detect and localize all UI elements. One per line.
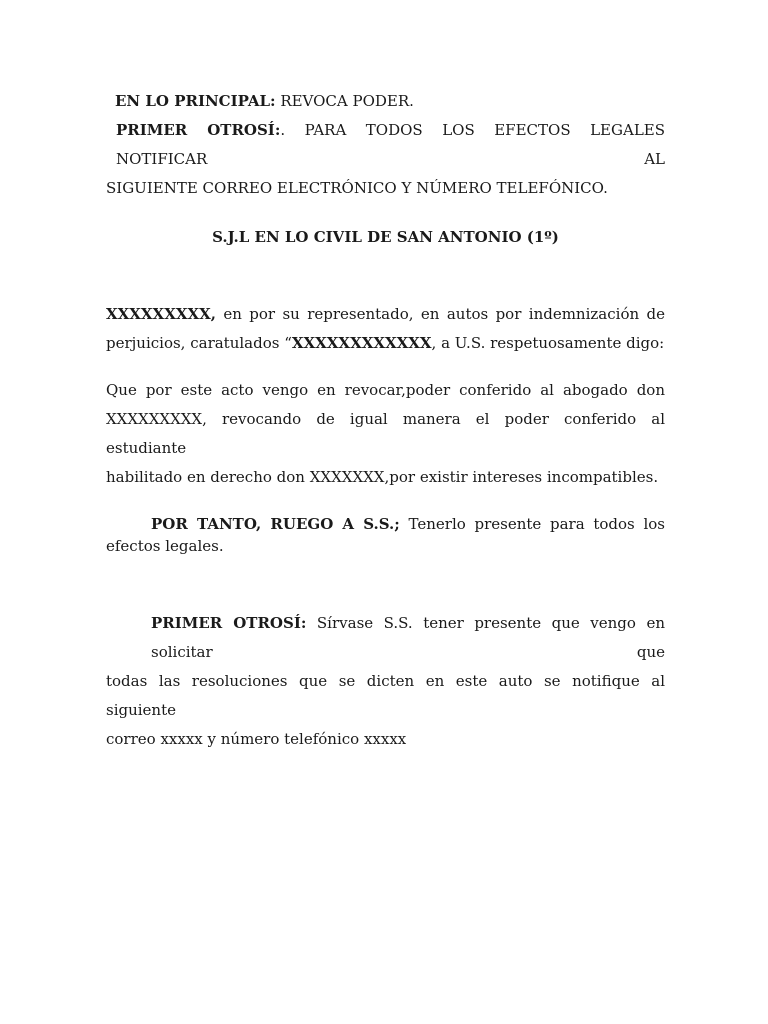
- otrosi-paragraph-label: PRIMER OTROSÍ:: [151, 614, 307, 632]
- body-line-3: habilitado en derecho don XXXXXXX,por existir intereses incompatibles.: [106, 468, 659, 486]
- court-title: S.J.L EN LO CIVIL DE SAN ANTONIO (1º): [212, 228, 559, 246]
- otrosi-line-2: todas las resoluciones que se dicten en este auto se notifique al siguiente: [106, 672, 665, 719]
- por-tanto-text: Tenerlo presente para todos los efectos legales.: [106, 515, 665, 555]
- representative-name: XXXXXXXXX,: [106, 305, 216, 323]
- intro-line-2-suffix: , a U.S. respetuosamente digo:: [431, 334, 665, 352]
- intro-line-1-text: en por su representado, en autos por indemnización de: [215, 305, 665, 323]
- sumilla-otrosi-line-2: SIGUIENTE CORREO ELECTRÓNICO Y NÚMERO TELEFÓNICO.: [106, 179, 608, 197]
- revocation-paragraph: [106, 376, 665, 492]
- principal-text: REVOCA PODER.: [275, 92, 414, 110]
- intro-line-1: [106, 300, 665, 329]
- otrosi-line-1-text: . PARA TODOS LOS EFECTOS LEGALES NOTIFICAR AL: [116, 121, 666, 168]
- otrosi-line-1: [106, 609, 665, 667]
- case-name: XXXXXXXXXXXX: [291, 334, 432, 352]
- principal-label: EN LO PRINCIPAL:: [115, 92, 276, 110]
- sumilla-otrosi: [106, 116, 665, 203]
- otrosi-line-1-text: Sírvase S.S. tener presente que vengo en solicitar que: [151, 614, 665, 661]
- intro-line-2: [106, 329, 665, 358]
- intro-line-2-prefix: perjuicios, caratulados “: [106, 334, 292, 352]
- otrosi-paragraph: [106, 609, 665, 754]
- otrosi-line-3: correo xxxxx y número telefónico xxxxx: [106, 730, 407, 748]
- body-line-2: XXXXXXXXX, revocando de igual manera el poder conferido al estudiante: [106, 410, 665, 457]
- body-line-1: Que por este acto vengo en revocar,poder conferido al abogado don: [106, 381, 665, 399]
- intro-paragraph: [106, 300, 665, 358]
- sumilla-principal: [115, 87, 665, 116]
- sumilla-otrosi-line-1: [106, 116, 665, 174]
- otrosi-label: PRIMER OTROSÍ:: [116, 121, 281, 139]
- por-tanto-paragraph: [106, 513, 665, 557]
- por-tanto-label: POR TANTO, RUEGO A S.S.;: [151, 515, 400, 533]
